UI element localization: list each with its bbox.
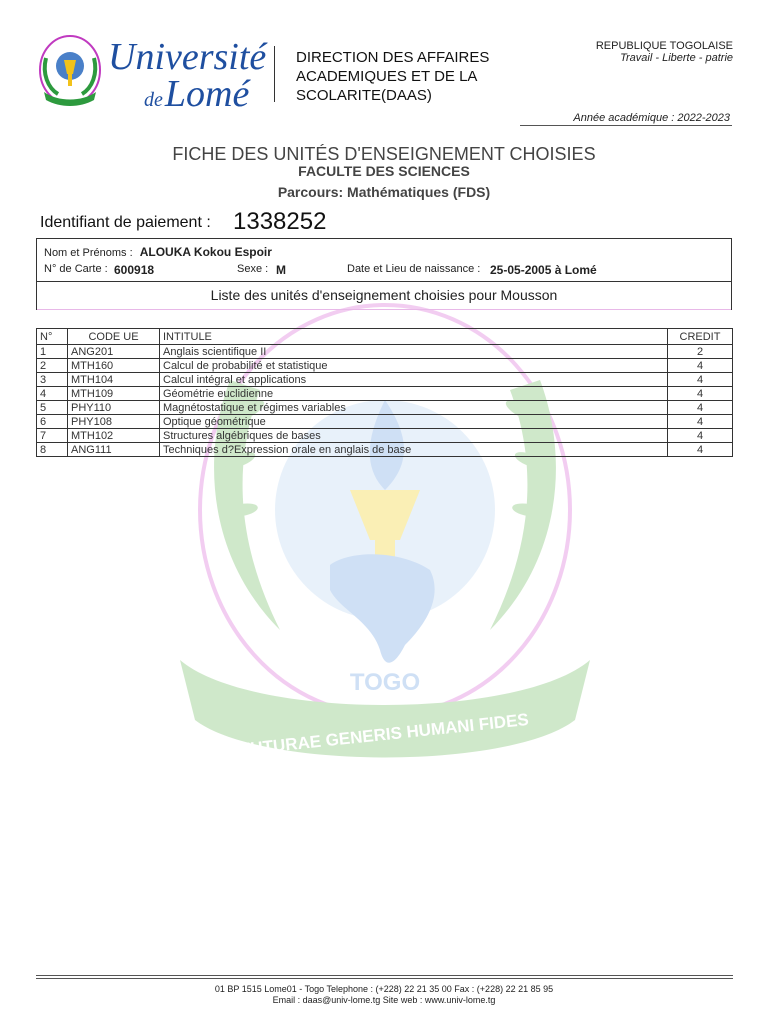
student-info-box <box>36 238 732 310</box>
header-intitule: INTITULE <box>160 329 668 345</box>
republic-motto: Travail - Liberte - patrie <box>620 52 733 64</box>
name-label: Nom et Prénoms : <box>44 247 133 259</box>
row-credit: 4 <box>668 401 733 415</box>
row-intitule: Magnétostatique et régimes variables <box>160 401 668 415</box>
row-n: 1 <box>37 345 68 359</box>
table-row <box>37 415 733 429</box>
footer-contact: Email : daas@univ-lome.tg Site web : www.univ-lome.tg <box>272 995 496 1005</box>
ue-table <box>36 328 733 457</box>
row-code: ANG201 <box>68 345 160 359</box>
study-track: Parcours: Mathématiques (FDS) <box>277 184 491 200</box>
row-n: 7 <box>37 429 68 443</box>
row-n: 6 <box>37 415 68 429</box>
row-credit: 4 <box>668 373 733 387</box>
row-intitule: Géométrie euclidienne <box>160 387 668 401</box>
row-credit: 4 <box>668 359 733 373</box>
row-code: PHY110 <box>68 401 160 415</box>
direction-name: DIRECTION DES AFFAIRES ACADEMIQUES ET DE LA SCOLARITE(DAAS) <box>296 49 490 104</box>
academic-year-underline <box>520 125 732 126</box>
academic-year: Année académique : 2022-2023 <box>573 112 730 124</box>
row-intitule: Anglais scientifique II <box>160 345 668 359</box>
table-row <box>37 401 733 415</box>
footer-address: 01 BP 1515 Lome01 - Togo Telephone : (+228) 22 21 35 00 Fax : (+228) 22 21 85 95 <box>214 984 554 994</box>
row-n: 5 <box>37 401 68 415</box>
row-code: MTH109 <box>68 387 160 401</box>
row-intitule: Techniques d?Expression orale en anglais de base <box>160 443 668 457</box>
payment-id-label: Identifiant de paiement : <box>40 214 211 231</box>
row-intitule: Calcul intégral et applications <box>160 373 668 387</box>
watermark-motto: FUTURAE GENERIS HUMANI FIDES <box>239 709 530 760</box>
row-n: 8 <box>37 443 68 457</box>
row-credit: 4 <box>668 387 733 401</box>
document-title: FICHE DES UNITÉS D'ENSEIGNEMENT CHOISIES <box>172 144 596 164</box>
university-seal-icon <box>38 34 102 110</box>
university-name: Université <box>108 36 267 78</box>
header-n: N° <box>37 329 68 345</box>
info-bottom-line <box>37 309 731 310</box>
header-separator <box>274 46 275 102</box>
row-code: MTH104 <box>68 373 160 387</box>
footer-rule-bottom <box>36 978 733 979</box>
row-n: 3 <box>37 373 68 387</box>
university-city: Lomé <box>164 73 250 115</box>
university-de: de <box>144 89 163 111</box>
table-row <box>37 387 733 401</box>
faculty-name: FACULTE DES SCIENCES <box>298 163 470 179</box>
footer-rule-top <box>36 975 733 976</box>
card-label: N° de Carte : <box>44 263 108 275</box>
row-credit: 4 <box>668 443 733 457</box>
student-name: ALOUKA Kokou Espoir <box>139 245 272 259</box>
table-header-row <box>37 329 733 345</box>
footer <box>0 984 768 1006</box>
watermark-country: TOGO <box>349 669 421 696</box>
table-row <box>37 373 733 387</box>
info-divider <box>37 281 731 282</box>
header-credit: CREDIT <box>668 329 733 345</box>
university-wordmark <box>108 38 266 118</box>
table-row <box>37 345 733 359</box>
sexe-label: Sexe : <box>237 263 269 275</box>
row-n: 2 <box>37 359 68 373</box>
birth-value: 25-05-2005 à Lomé <box>490 263 597 277</box>
table-row <box>37 429 733 443</box>
header-code: CODE UE <box>68 329 160 345</box>
republic-block <box>596 40 733 64</box>
row-intitule: Optique géométrique <box>160 415 668 429</box>
row-intitule: Calcul de probabilité et statistique <box>160 359 668 373</box>
card-number: 600918 <box>114 263 155 277</box>
row-intitule: Structures algébriques de bases <box>160 429 668 443</box>
table-row <box>37 359 733 373</box>
payment-id-value: 1338252 <box>233 208 327 235</box>
republic-name: REPUBLIQUE TOGOLAISE <box>595 40 733 52</box>
birth-label: Date et Lieu de naissance : <box>347 263 481 275</box>
row-code: MTH102 <box>68 429 160 443</box>
row-credit: 4 <box>668 429 733 443</box>
row-credit: 4 <box>668 415 733 429</box>
sexe-value: M <box>276 263 286 277</box>
row-n: 4 <box>37 387 68 401</box>
list-title: Liste des unités d'enseignement choisies pour Mousson <box>210 287 558 303</box>
row-code: PHY108 <box>68 415 160 429</box>
row-code: MTH160 <box>68 359 160 373</box>
table-row <box>37 443 733 457</box>
row-code: ANG111 <box>68 443 160 457</box>
row-credit: 2 <box>668 345 733 359</box>
